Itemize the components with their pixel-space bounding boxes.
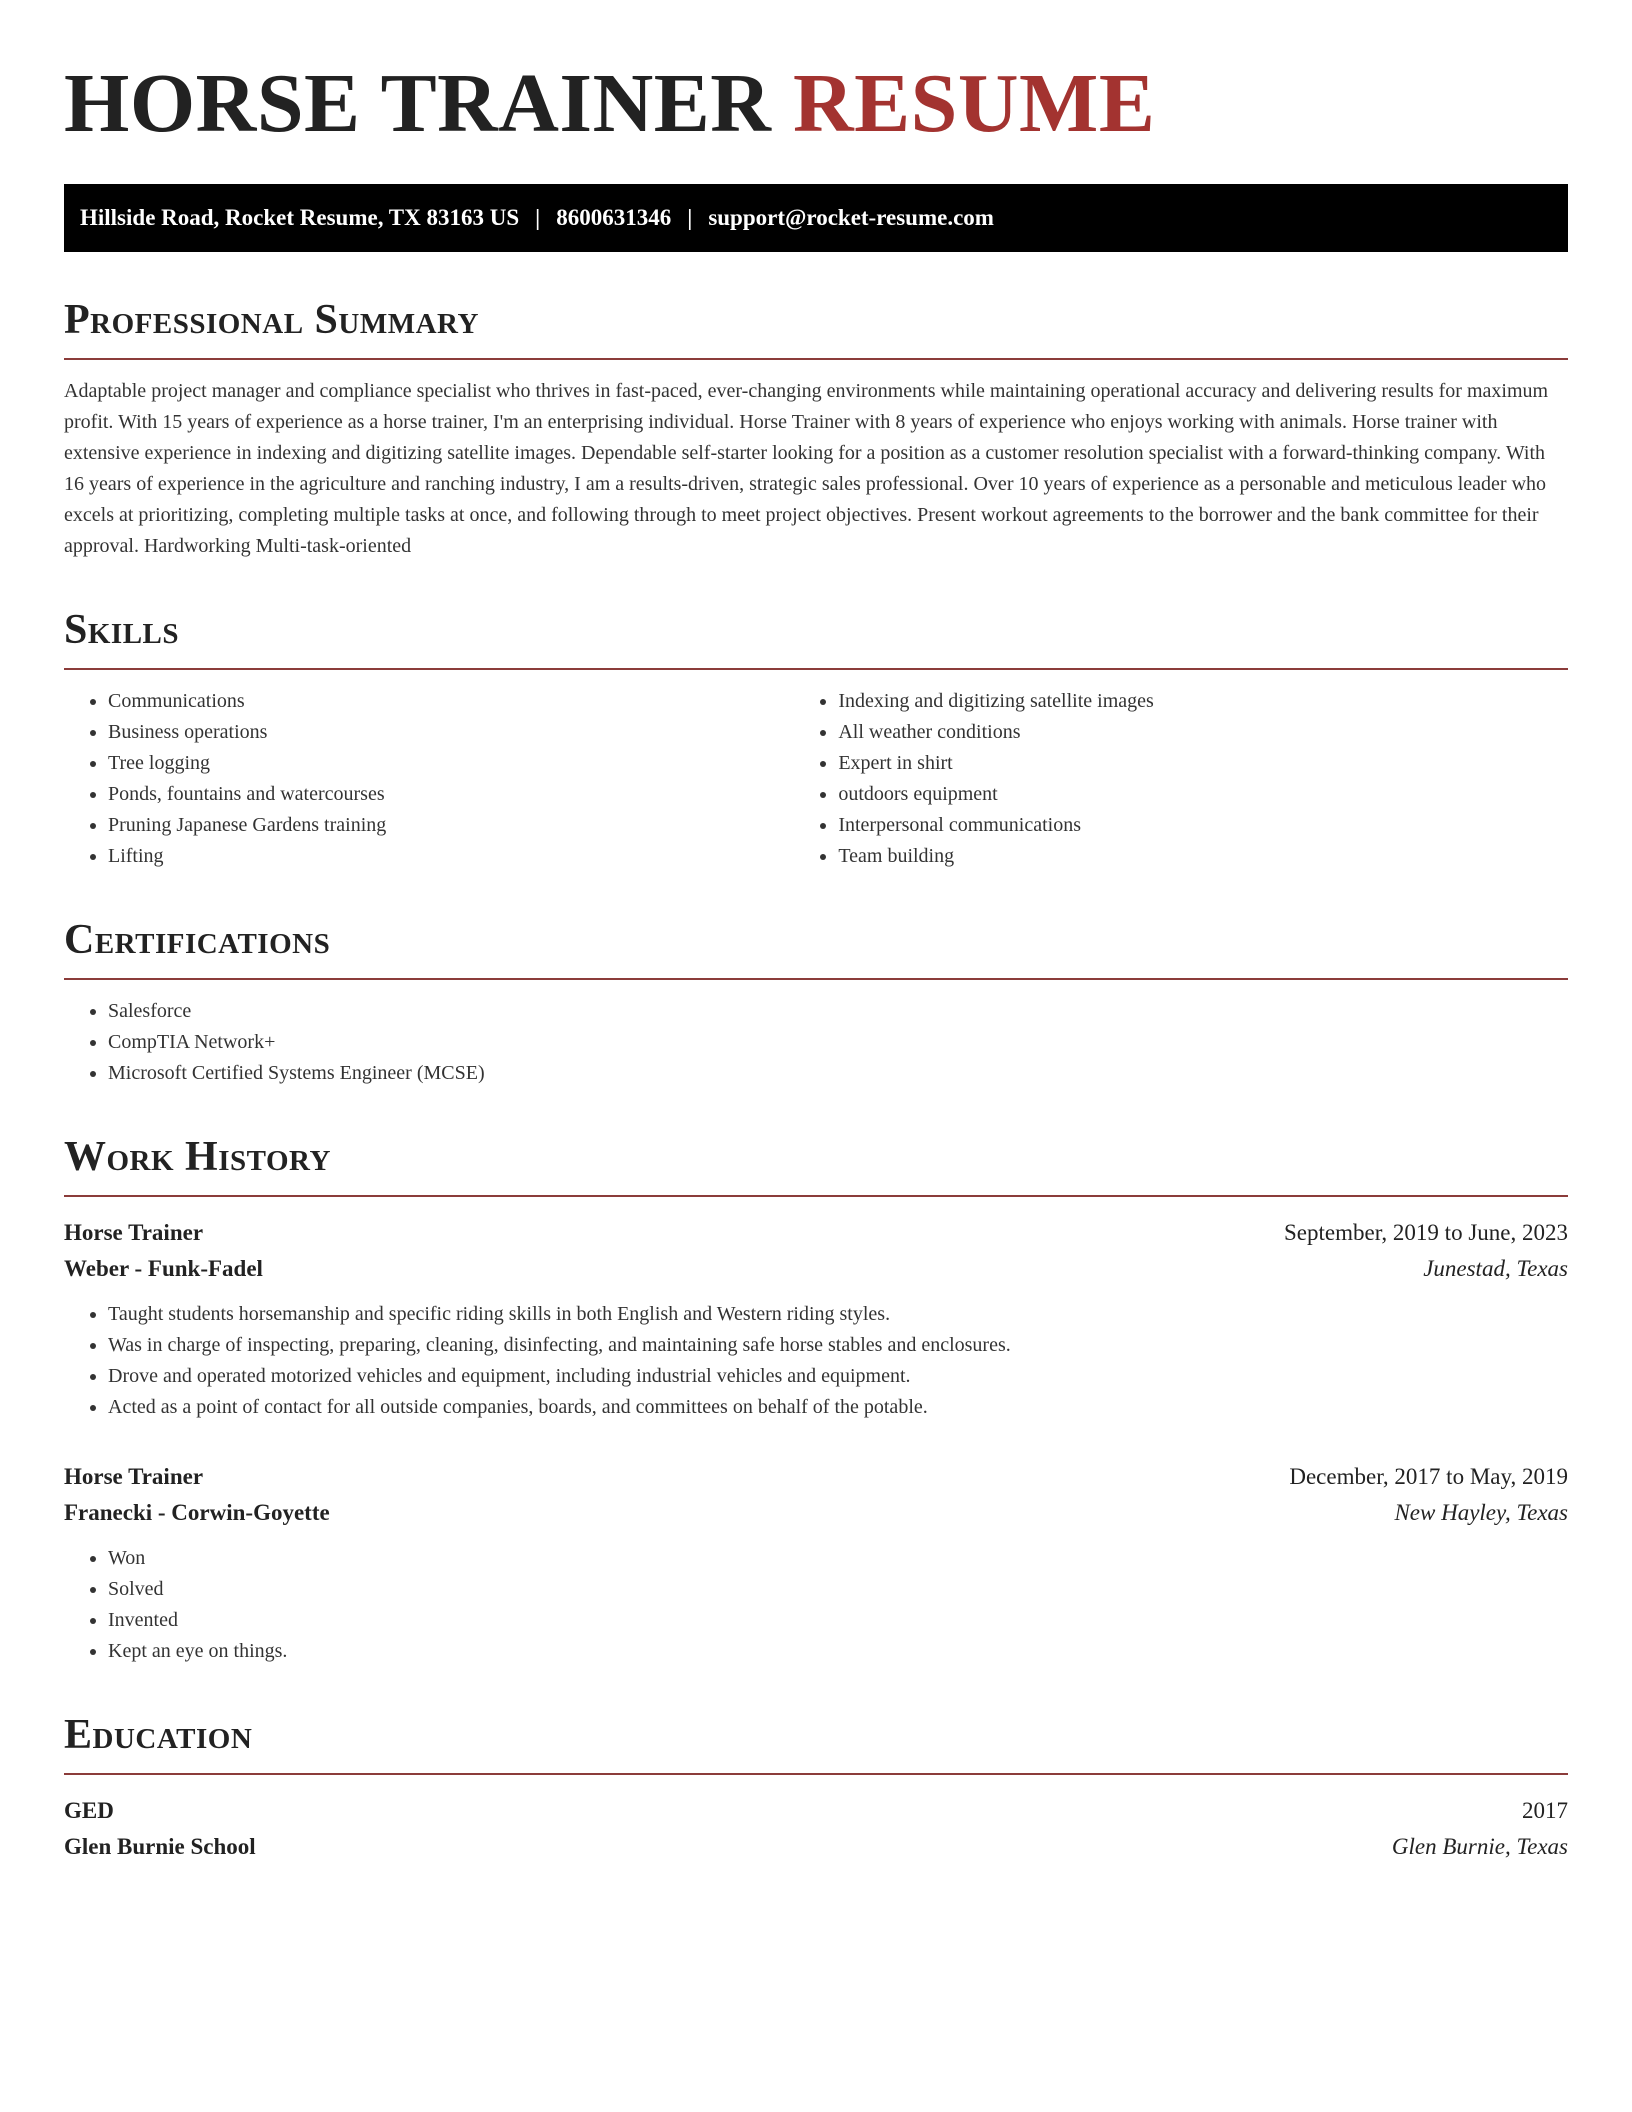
skill-item: • Team building — [838, 841, 1568, 872]
job-duty: • Acted as a point of contact for all outside companies, boards, and committees on behalf of the potable. — [108, 1392, 1568, 1423]
contact-address: Hillside Road, Rocket Resume, TX 83163 US — [80, 205, 520, 230]
job-entry — [64, 1459, 1568, 1667]
skill-item: • All weather conditions — [838, 717, 1568, 748]
summary-text: Adaptable project manager and compliance specialist who thrives in fast-paced, ever-changing environments while maintaining operational accuracy and delivering results for maximum profit. With 15 years of experience as a horse trainer, I'm an enterprising individual. Horse Trainer with 8 years of experience who enjoys working with animals. Horse trainer with extensive experience in indexing and digitizing satellite images. Dependable self-starter looking for a position as a customer resolution specialist with a forward-thinking company. With 16 years of experience in the agriculture and ranching industry, I am a results-driven, strategic sales professional. Over 10 years of experience as a personable and meticulous leader who excels at prioritizing, completing multiple tasks at once, and following through to meet project objectives. Present workout agreements to the borrower and the bank committee for their approval. Hardworking Multi-task-oriented — [64, 380, 1549, 557]
skill-item: • Indexing and digitizing satellite images — [838, 686, 1568, 717]
skill-item: • Communications — [108, 686, 794, 717]
job-title: Horse Trainer — [64, 1220, 204, 1245]
page-title — [64, 56, 1568, 152]
work-history-heading: Work History — [64, 1133, 1568, 1197]
work-history-section — [64, 1133, 1568, 1667]
job-duty: • Won — [108, 1543, 1568, 1574]
job-duties-list — [64, 1299, 1568, 1423]
job-duty: • Kept an eye on things. — [108, 1636, 1568, 1667]
contact-phone: 8600631346 — [556, 205, 672, 230]
job-header-row — [64, 1459, 1568, 1495]
job-company-row — [64, 1251, 1568, 1287]
skills-list-left — [64, 686, 794, 872]
job-duties-list — [64, 1543, 1568, 1667]
job-duty: • Taught students horsemanship and specific riding skills in both English and Western riding styles. — [108, 1299, 1568, 1330]
contact-separator: | — [687, 205, 693, 230]
skill-item: • Expert in shirt — [838, 748, 1568, 779]
certification-item: • CompTIA Network+ — [108, 1027, 1568, 1058]
contact-bar — [64, 184, 1568, 252]
job-duty: • Solved — [108, 1574, 1568, 1605]
education-location: Glen Burnie, Texas — [1391, 1834, 1568, 1859]
skills-heading: Skills — [64, 606, 1568, 670]
job-dates: September, 2019 to June, 2023 — [1284, 1220, 1568, 1245]
certifications-section — [64, 916, 1568, 1089]
education-entry — [64, 1793, 1568, 1865]
job-title: Horse Trainer — [64, 1464, 204, 1489]
skill-item: • Ponds, fountains and watercourses — [108, 779, 794, 810]
title-main: HORSE TRAINER — [64, 57, 772, 150]
education-school: Glen Burnie School — [64, 1834, 256, 1859]
job-location: Junestad, Texas — [1423, 1256, 1568, 1281]
education-heading: Education — [64, 1711, 1568, 1775]
skill-item: • Lifting — [108, 841, 794, 872]
job-location: New Hayley, Texas — [1394, 1500, 1568, 1525]
education-year: 2017 — [1522, 1798, 1568, 1823]
job-company: Franecki - Corwin-Goyette — [64, 1500, 330, 1525]
job-company-row — [64, 1495, 1568, 1531]
contact-separator: | — [535, 205, 541, 230]
job-entry — [64, 1215, 1568, 1423]
skills-grid — [64, 670, 1568, 872]
skills-list-right — [794, 686, 1568, 872]
skill-item: • Business operations — [108, 717, 794, 748]
job-duty: • Was in charge of inspecting, preparing, cleaning, disinfecting, and maintaining safe horse stables and enclosures. — [108, 1330, 1568, 1361]
title-accent: RESUME — [792, 57, 1156, 150]
education-degree-row — [64, 1793, 1568, 1829]
certifications-heading: Certifications — [64, 916, 1568, 980]
education-section — [64, 1711, 1568, 1865]
summary-section — [64, 296, 1568, 562]
summary-heading: Professional Summary — [64, 296, 1568, 360]
skill-item: • Pruning Japanese Gardens training — [108, 810, 794, 841]
job-company: Weber - Funk-Fadel — [64, 1256, 263, 1281]
job-header-row — [64, 1215, 1568, 1251]
certification-item: • Salesforce — [108, 996, 1568, 1027]
job-duty: • Invented — [108, 1605, 1568, 1636]
education-school-row — [64, 1829, 1568, 1865]
skills-section — [64, 606, 1568, 872]
skill-item: • Interpersonal communications — [838, 810, 1568, 841]
skill-item: • Tree logging — [108, 748, 794, 779]
skill-item: • outdoors equipment — [838, 779, 1568, 810]
certification-item: • Microsoft Certified Systems Engineer (MCSE) — [108, 1058, 1568, 1089]
contact-email: support@rocket-resume.com — [708, 205, 994, 230]
job-dates: December, 2017 to May, 2019 — [1289, 1464, 1568, 1489]
job-duty: • Drove and operated motorized vehicles and equipment, including industrial vehicles and equipment. — [108, 1361, 1568, 1392]
education-degree: GED — [64, 1798, 114, 1823]
certifications-list — [64, 996, 1568, 1089]
